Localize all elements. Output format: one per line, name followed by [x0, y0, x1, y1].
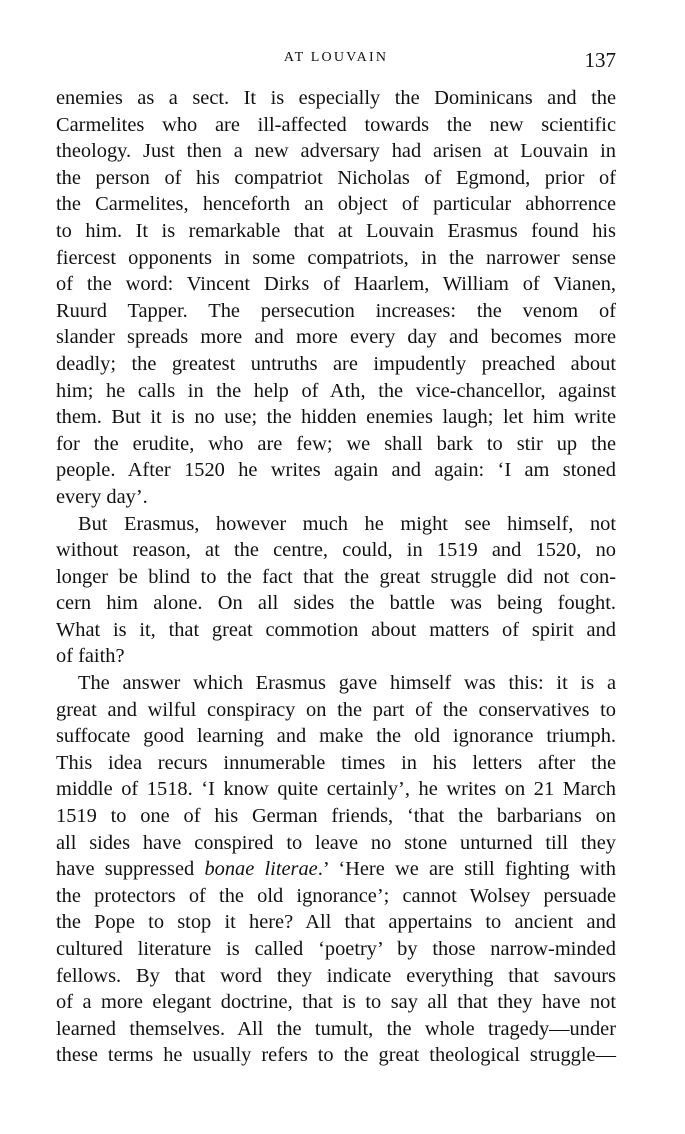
text-line: fellows. By that word they indicate everything that savours: [56, 964, 616, 987]
text-line: deadly; the greatest untruths are impudently preached about: [56, 352, 616, 375]
text-line: longer be blind to the fact that the great struggle did not con-: [56, 565, 616, 588]
page-number: 137: [584, 48, 616, 72]
text-line: the Carmelites, henceforth an object of particular abhorrence: [56, 193, 616, 216]
text-line: all sides have conspired to leave no stone unturned till they: [56, 831, 616, 854]
text-line: great and wilful conspiracy on the part of the conservatives to: [56, 698, 616, 721]
text-line: middle of 1518. ‘I know quite certainly’, he writes on 21 March: [56, 778, 616, 801]
text-line: him; he calls in the help of Ath, the vice-chancellor, against: [56, 379, 616, 402]
running-head: [56, 48, 616, 74]
text-line: This idea recurs innumerable times in his letters after the: [56, 751, 616, 774]
text-line: Ruurd Tapper. The persecution increases: the venom of: [56, 299, 616, 322]
text-line: slander spreads more and more every day and becomes more: [56, 326, 616, 349]
text-line: The answer which Erasmus gave himself was this: it is a: [78, 672, 616, 695]
text-line: for the erudite, who are few; we shall bark to stir up the: [56, 432, 616, 455]
text-line: learned themselves. All the tumult, the whole tragedy—under: [56, 1017, 616, 1040]
text-line: cultured literature is called ‘poetry’ by those narrow-minded: [56, 938, 616, 960]
text-line: of faith?: [56, 645, 125, 668]
text-line: theology. Just then a new adversary had arisen at Louvain in: [56, 140, 616, 163]
text-line: cern him alone. On all sides the battle was being fought.: [56, 592, 616, 615]
paragraph-2: [56, 511, 616, 671]
text-line: What is it, that great commotion about matters of spirit and: [56, 618, 616, 641]
text-line: the person of his compatriot Nicholas of Egmond, prior of: [56, 166, 616, 189]
running-title: AT LOUVAIN: [283, 50, 389, 65]
text-line: 1519 to one of his German friends, ‘that the barbarians on: [56, 805, 616, 828]
text-line: to him. It is remarkable that at Louvain Erasmus found his: [56, 219, 616, 242]
text-line: enemies as a sect. It is especially the Dominicans and the: [56, 87, 616, 109]
text-line: fiercest opponents in some compatriots, in the narrower sense: [56, 246, 616, 269]
text-line: the Pope to stop it here? All that appertains to ancient and: [56, 911, 616, 934]
text-line: suffocate good learning and make the old ignorance triumph.: [56, 725, 616, 748]
text-line: But Erasmus, however much he might see himself, not: [78, 512, 616, 535]
text-line: these terms he usually refers to the great theological struggle—: [56, 1044, 616, 1067]
text-line: the protectors of the old ignorance’; cannot Wolsey persuade: [56, 884, 616, 907]
text-line: have suppressed bonae literae.’ ‘Here we are still fighting with: [56, 858, 616, 881]
paragraph-3: [56, 670, 616, 1069]
text-line: every day’.: [56, 485, 148, 508]
text-line: without reason, at the centre, could, in 1519 and 1520, no: [56, 539, 616, 562]
text-line: of the word: Vincent Dirks of Haarlem, William of Vianen,: [56, 273, 616, 296]
text-line: them. But it is no use; the hidden enemies laugh; let him write: [56, 406, 616, 429]
body-text: [56, 85, 616, 1069]
paragraph-1: [56, 85, 616, 511]
text-line: people. After 1520 he writes again and again: ‘I am stoned: [56, 459, 616, 482]
text-line: Carmelites who are ill-affected towards the new scientific: [56, 113, 616, 136]
latin-phrase: bonae literae: [204, 858, 318, 881]
text-line: of a more elegant doctrine, that is to say all that they have not: [56, 991, 616, 1014]
